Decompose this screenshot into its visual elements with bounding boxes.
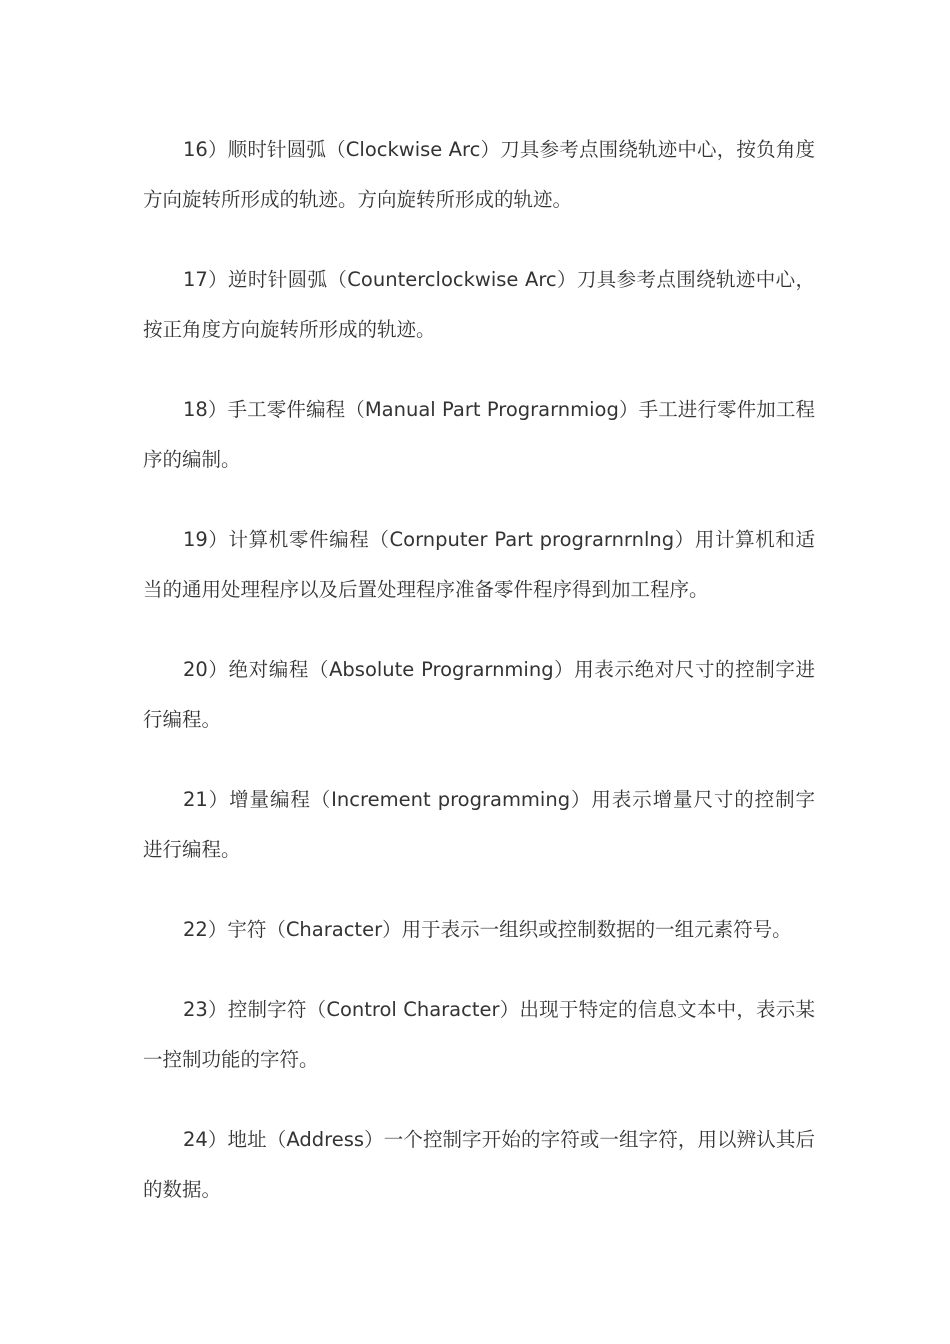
paragraph-18-manual-part-programming: 18）手工零件编程（Manual Part Prograrnmiog）手工进行零件加工程序的编制。	[143, 398, 815, 471]
paragraph-24-address: 24）地址（Address）一个控制字开始的字符或一组字符，用以辨认其后的数据。	[143, 1128, 815, 1201]
paragraph-21-increment-programming: 21）增量编程（Increment programming）用表示增量尺寸的控制字进行编程。	[143, 788, 815, 861]
document-body	[143, 125, 815, 1245]
paragraph-19-computer-part-programming: 19）计算机零件编程（Cornputer Part prograrnrnlng）用计算机和适当的通用处理程序以及后置处理程序准备零件程序得到加工程序。	[143, 528, 815, 601]
paragraph-20-absolute-programming: 20）绝对编程（Absolute Prograrnming）用表示绝对尺寸的控制字进行编程。	[143, 658, 815, 731]
paragraph-17-counterclockwise-arc: 17）逆时针圆弧（Counterclockwise Arc）刀具参考点围绕轨迹中心，按正角度方向旋转所形成的轨迹。	[143, 268, 815, 341]
paragraph-22-character: 22）宇符（Character）用于表示一组织或控制数据的一组元素符号。	[183, 918, 792, 941]
paragraph-16-clockwise-arc: 16）顺时针圆弧（Clockwise Arc）刀具参考点围绕轨迹中心，按负角度方向旋转所形成的轨迹。方向旋转所形成的轨迹。	[143, 138, 815, 211]
paragraph-23-control-character: 23）控制字符（Control Character）出现于特定的信息文本中，表示某一控制功能的字符。	[143, 998, 815, 1071]
